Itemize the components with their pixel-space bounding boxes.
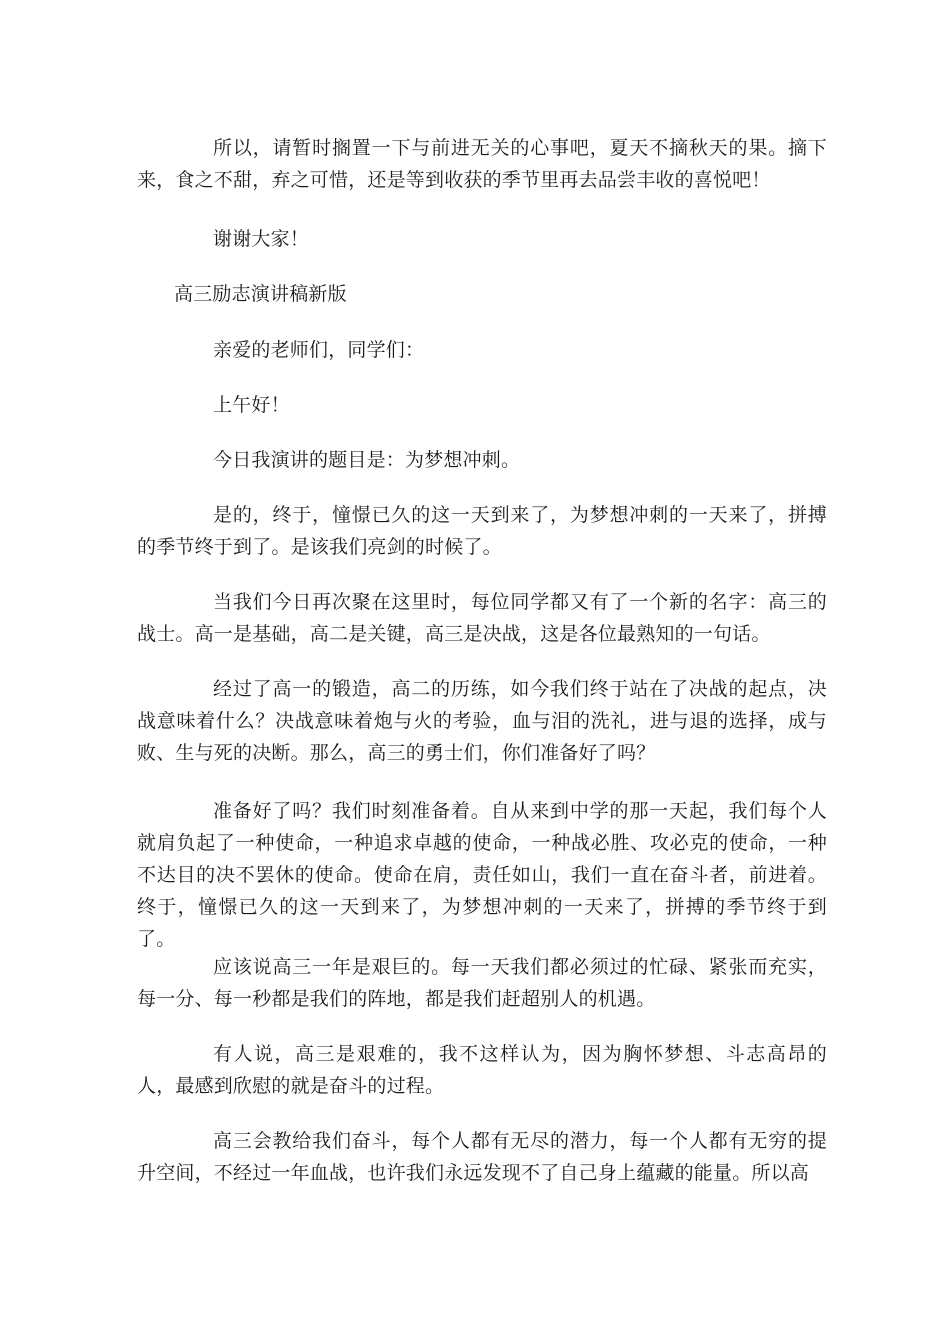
paragraph-new-name: 当我们今日再次聚在这里时，每位同学都又有了一个新的名字：高三的战士。高一是基础，高二是关键，高三是决战，这是各位最熟知的一句话。 (137, 591, 827, 645)
speech-title: 高三励志演讲稿新版 (174, 283, 347, 305)
paragraph-moment-arrived: 是的，终于，憧憬已久的这一天到来了，为梦想冲刺的一天来了，拼搏的季节终于到了。是该我们亮剑的时候了。 (137, 504, 827, 558)
paragraph-greeting: 亲爱的老师们，同学们： (213, 339, 425, 361)
paragraph-not-difficult: 有人说，高三是艰难的，我不这样认为，因为胸怀梦想、斗志高昂的人，最感到欣慰的就是奋斗的过程。 (137, 1043, 827, 1097)
paragraph-struggle: 高三会教给我们奋斗，每个人都有无尽的潜力，每一个人都有无穷的提升空间，不经过一年血战，也许我们永远发现不了自己身上蕴藏的能量。所以高 (137, 1130, 827, 1184)
paragraph-thanks: 谢谢大家！ (213, 228, 310, 250)
paragraph-good-morning: 上午好！ (213, 394, 290, 416)
paragraph-topic: 今日我演讲的题目是：为梦想冲刺。 (213, 449, 521, 471)
paragraph-decisive-battle: 经过了高一的锻造，高二的历练，如今我们终于站在了决战的起点，决战意味着什么？决战意味着炮与火的考验，血与泪的洗礼，进与退的选择，成与败、生与死的决断。那么，高三的勇士们，你们准备好了吗？ (137, 678, 827, 764)
paragraph-closing-advice: 所以，请暂时搁置一下与前进无关的心事吧，夏天不摘秋天的果。摘下来，食之不甜，弃之可惜，还是等到收获的季节里再去品尝丰收的喜悦吧！ (137, 137, 827, 191)
paragraph-ready: 准备好了吗？我们时刻准备着。自从来到中学的那一天起，我们每个人就肩负起了一种使命，一种追求卓越的使命，一种战必胜、攻必克的使命，一种不达目的决不罢休的使命。使命在肩，责任如山，我们一直在奋斗者，前进着。终于，憧憬已久的这一天到来了，为梦想冲刺的一天来了，拼搏的季节终于到了。 (137, 800, 827, 950)
paragraph-arduous-year: 应该说高三一年是艰巨的。每一天我们都必须过的忙碌、紧张而充实，每一分、每一秒都是我们的阵地，都是我们赶超别人的机遇。 (137, 956, 827, 1010)
